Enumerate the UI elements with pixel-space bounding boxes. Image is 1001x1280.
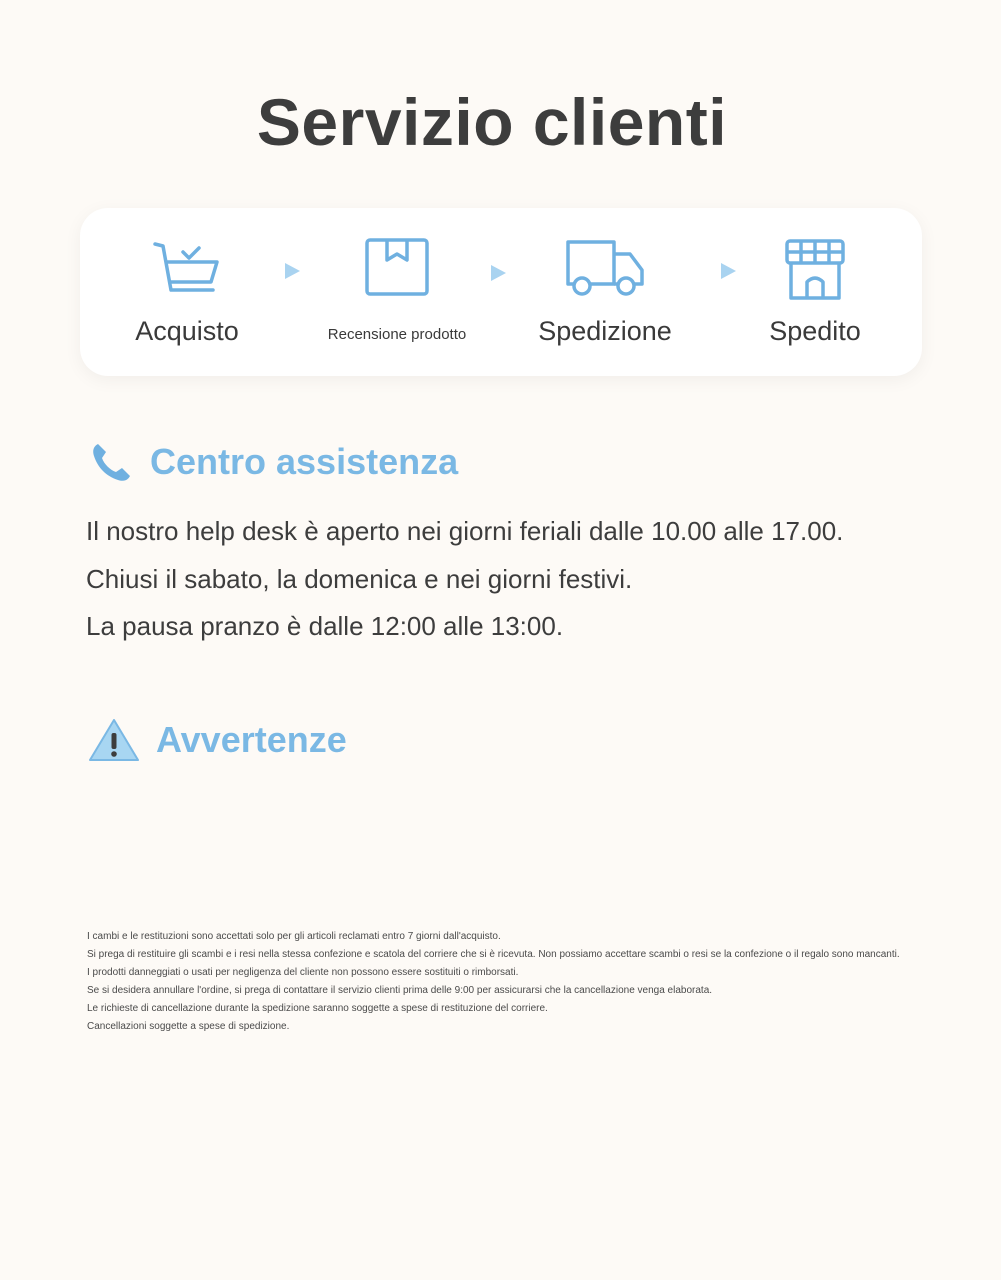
step-acquisto (82, 208, 292, 376)
page-title: Servizio clienti (256, 85, 728, 159)
warnings-notes (87, 928, 900, 1035)
step-recensione (292, 208, 502, 376)
step-label: Recensione prodotto (327, 326, 467, 343)
step-spedizione (500, 208, 710, 376)
warning-icon (88, 716, 140, 764)
phone-icon (88, 438, 136, 486)
help-line: La pausa pranzo è dalle 12:00 alle 13:00. (86, 611, 564, 641)
warnings-header (88, 716, 347, 764)
order-steps-card (80, 208, 922, 376)
step-label: Spedizione (538, 316, 672, 346)
cart-icon (151, 238, 223, 302)
help-line: Chiusi il sabato, la domenica e nei giorni festivi. (86, 563, 633, 594)
note-line: Le richieste di cancellazione durante la spedizione saranno soggette a spese di restituzione del corriere. (87, 1002, 548, 1014)
section-title: Avvertenze (156, 719, 347, 760)
box-icon (363, 238, 431, 298)
help-line: Il nostro help desk è aperto nei giorni feriali dalle 10.00 alle 17.00. (86, 516, 844, 546)
help-text (86, 508, 843, 651)
section-title: Centro assistenza (150, 441, 459, 482)
step-spedito (710, 208, 920, 376)
store-icon (783, 238, 847, 302)
note-line: Si prega di restituire gli scambi e i resi nella stessa confezione e scatola del corriere che si è ricevuta. Non possiamo accettare scambi o resi se la confezione o il regalo sono mancanti. (87, 948, 900, 960)
help-center-header (88, 438, 458, 486)
note-line: I prodotti danneggiati o usati per negligenza del cliente non possono essere sostituiti o rimborsati. (87, 966, 519, 978)
step-label: Acquisto (135, 316, 239, 346)
note-line: I cambi e le restituzioni sono accettati solo per gli articoli reclamati entro 7 giorni dall'acquisto. (87, 931, 501, 942)
step-label: Spedito (769, 316, 861, 346)
truck-icon (564, 238, 646, 300)
note-line: Se si desidera annullare l'ordine, si prega di contattare il servizio clienti prima delle 9:00 per assicurarsi che la cancellazione venga elaborata. (87, 984, 713, 996)
note-line: Cancellazioni soggette a spese di spedizione. (87, 1020, 290, 1032)
